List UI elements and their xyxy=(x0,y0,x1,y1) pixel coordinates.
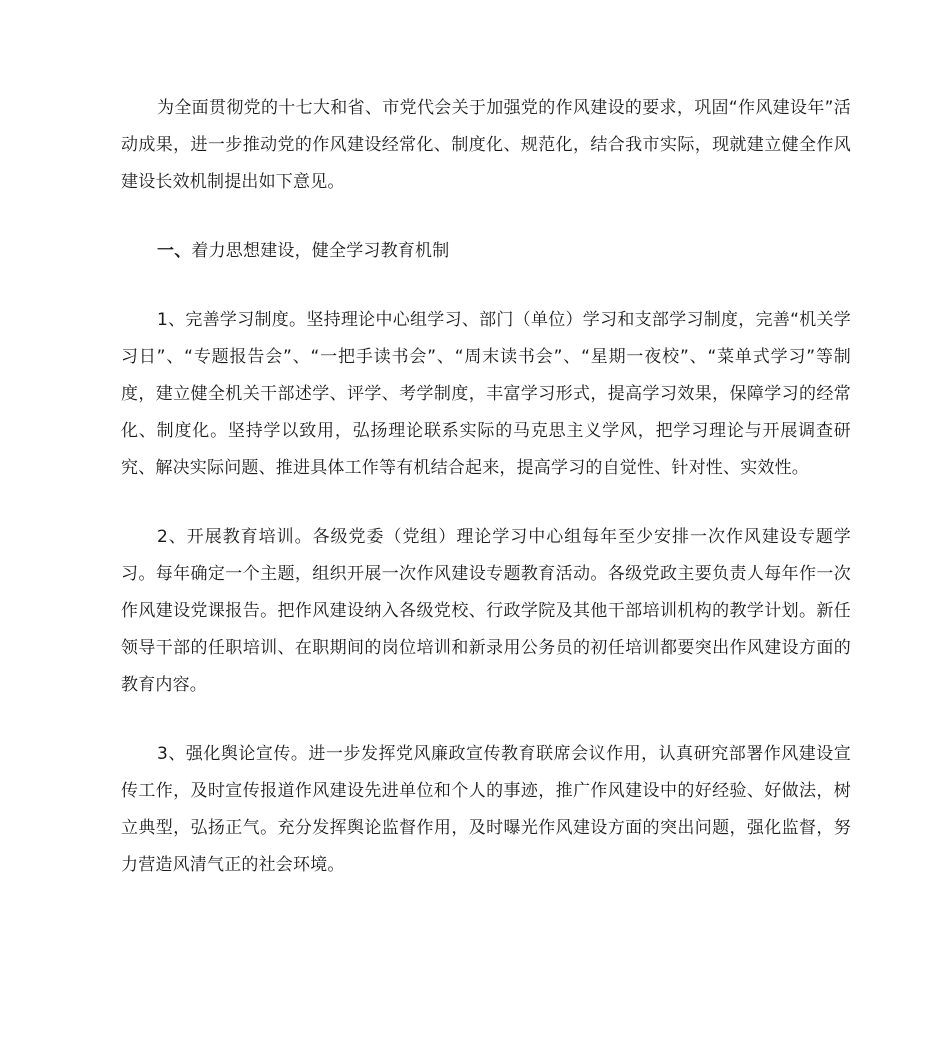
item-paragraph-1: 1、完善学习制度。坚持理论中心组学习、部门（单位）学习和支部学习制度，完善“机关学习日”、“专题报告会”、“一把手读书会”、“周末读书会”、“星期一夜校”、“菜单式学习”等制度，建立健全机关干部述学、评学、考学制度，丰富学习形式，提高学习效果，保障学习的经常化、制度化。坚持学以致用，弘扬理论联系实际的马克思主义学风，把学习理论与开展调查研究、解决实际问题、推进具体工作等有机结合起来，提高学习的自觉性、针对性、实效性。 xyxy=(121,310,851,478)
item-paragraph-3: 3、强化舆论宣传。进一步发挥党风廉政宣传教育联席会议作用，认真研究部署作风建设宣传工作，及时宣传报道作风建设先进单位和个人的事迹，推广作风建设中的好经验、好做法，树立典型，弘扬正气。充分发挥舆论监督作用，及时曝光作风建设方面的突出问题，强化监督，努力营造风清气正的社会环境。 xyxy=(121,744,851,875)
item-paragraph-2: 2、开展教育培训。各级党委（党组）理论学习中心组每年至少安排一次作风建设专题学习。每年确定一个主题，组织开展一次作风建设专题教育活动。各级党政主要负责人每年作一次作风建设党课报告。把作风建设纳入各级党校、行政学院及其他干部培训机构的教学计划。新任领导干部的任职培训、在职期间的岗位培训和新录用公务员的初任培训都要突出作风建设方面的教育内容。 xyxy=(121,527,851,695)
section-heading-title: 着力思想建设，健全学习教育机制 xyxy=(191,241,450,261)
section-heading-number: 一、 xyxy=(157,241,192,261)
document-body xyxy=(121,90,851,916)
section-heading xyxy=(121,233,851,270)
intro-paragraph: 为全面贯彻党的十七大和省、市党代会关于加强党的作风建设的要求，巩固“作风建设年”活动成果，进一步推动党的作风建设经常化、制度化、规范化，结合我市实际，现就建立健全作风建设长效机制提出如下意见。 xyxy=(121,98,851,192)
